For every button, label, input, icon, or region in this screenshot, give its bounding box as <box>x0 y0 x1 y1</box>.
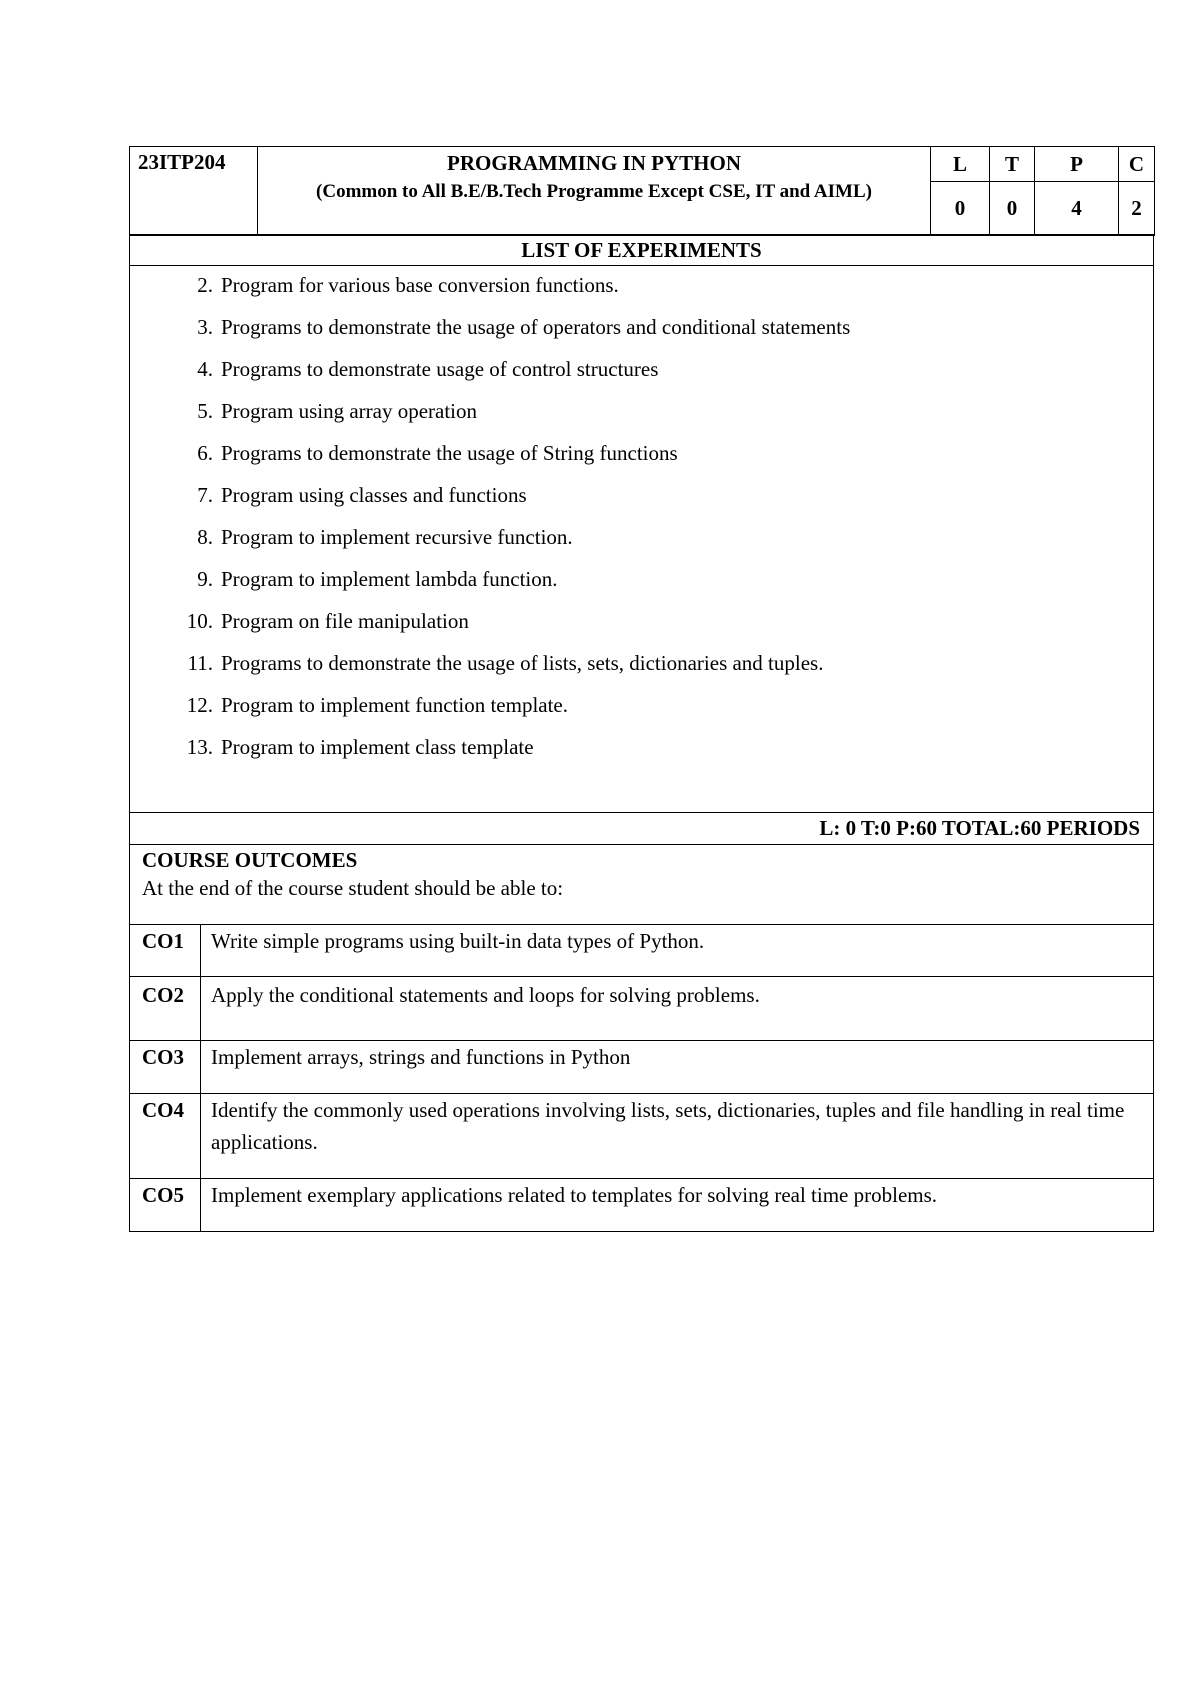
item-number: 11. <box>187 651 213 676</box>
item-number: 2. <box>197 273 213 298</box>
co-id: CO1 <box>130 924 201 976</box>
co-text: Apply the conditional statements and loops for solving problems. <box>201 976 1154 1040</box>
list-item <box>130 606 1153 648</box>
experiments-list <box>130 266 1153 774</box>
item-number: 3. <box>197 315 213 340</box>
list-item <box>130 312 1153 354</box>
item-number: 8. <box>197 525 213 550</box>
item-text: Program for various base conversion functions. <box>221 273 619 298</box>
list-item <box>130 396 1153 438</box>
experiments-list-cell <box>130 266 1154 813</box>
ltpc-header-l: L <box>931 147 990 182</box>
course-outcomes-heading: COURSE OUTCOMES <box>142 848 358 873</box>
table-row <box>130 1040 1154 1093</box>
table-row <box>130 1178 1154 1231</box>
item-number: 9. <box>197 567 213 592</box>
ltpc-value-l: 0 <box>931 182 990 236</box>
item-number: 12. <box>186 693 213 718</box>
item-text: Program to implement function template. <box>221 693 569 718</box>
ltpc-value-c: 2 <box>1119 182 1155 236</box>
item-number: 5. <box>197 399 213 424</box>
list-item <box>130 690 1153 732</box>
experiments-table <box>129 234 1154 925</box>
course-title-cell <box>258 147 931 236</box>
list-item <box>130 270 1153 312</box>
item-number: 7. <box>197 483 213 508</box>
item-text: Program to implement class template <box>221 735 534 760</box>
list-item <box>130 354 1153 396</box>
list-item <box>130 648 1153 690</box>
co-id: CO2 <box>130 976 201 1040</box>
table-row <box>130 976 1154 1040</box>
co-text: Identify the commonly used operations involving lists, sets, dictionaries, tuples and file handling in real time applications. <box>201 1093 1154 1178</box>
item-number: 13. <box>186 735 213 760</box>
total-periods: L: 0 T:0 P:60 TOTAL:60 PERIODS <box>130 813 1154 845</box>
item-number: 6. <box>197 441 213 466</box>
course-outcomes-table <box>129 924 1154 1232</box>
item-text: Program using classes and functions <box>221 483 527 508</box>
course-outcomes-intro: At the end of the course student should be able to: <box>142 876 564 901</box>
ltpc-value-t: 0 <box>990 182 1035 236</box>
item-number: 10. <box>186 609 213 634</box>
ltpc-header-c: C <box>1119 147 1155 182</box>
list-item <box>130 732 1153 774</box>
course-title: PROGRAMMING IN PYTHON <box>447 151 741 175</box>
item-text: Programs to demonstrate the usage of String functions <box>221 441 678 466</box>
co-text: Implement exemplary applications related to templates for solving real time problems. <box>201 1178 1154 1231</box>
item-text: Programs to demonstrate the usage of lists, sets, dictionaries and tuples. <box>221 651 824 676</box>
ltpc-header-p: P <box>1035 147 1119 182</box>
item-text: Program on file manipulation <box>221 609 469 634</box>
ltpc-value-p: 4 <box>1035 182 1119 236</box>
table-row <box>130 1093 1154 1178</box>
list-item <box>130 522 1153 564</box>
item-text: Programs to demonstrate usage of control structures <box>221 357 659 382</box>
co-text: Write simple programs using built-in data types of Python. <box>201 924 1154 976</box>
course-code: 23ITP204 <box>130 147 258 236</box>
item-text: Program to implement recursive function. <box>221 525 573 550</box>
course-header-table <box>129 146 1155 236</box>
course-subtitle: (Common to All B.E/B.Tech Programme Except CSE, IT and AIML) <box>316 181 872 202</box>
co-text: Implement arrays, strings and functions in Python <box>201 1040 1154 1093</box>
item-text: Programs to demonstrate the usage of operators and conditional statements <box>221 315 851 340</box>
item-text: Program to implement lambda function. <box>221 567 558 592</box>
item-text: Program using array operation <box>221 399 478 424</box>
ltpc-header-t: T <box>990 147 1035 182</box>
course-outcomes-header <box>130 845 1154 925</box>
co-id: CO3 <box>130 1040 201 1093</box>
co-id: CO5 <box>130 1178 201 1231</box>
list-item <box>130 480 1153 522</box>
list-item <box>130 438 1153 480</box>
syllabus-sheet <box>129 146 1154 1232</box>
item-number: 4. <box>197 357 213 382</box>
co-id: CO4 <box>130 1093 201 1178</box>
experiments-heading: LIST OF EXPERIMENTS <box>130 235 1154 266</box>
table-row <box>130 924 1154 976</box>
list-item <box>130 564 1153 606</box>
